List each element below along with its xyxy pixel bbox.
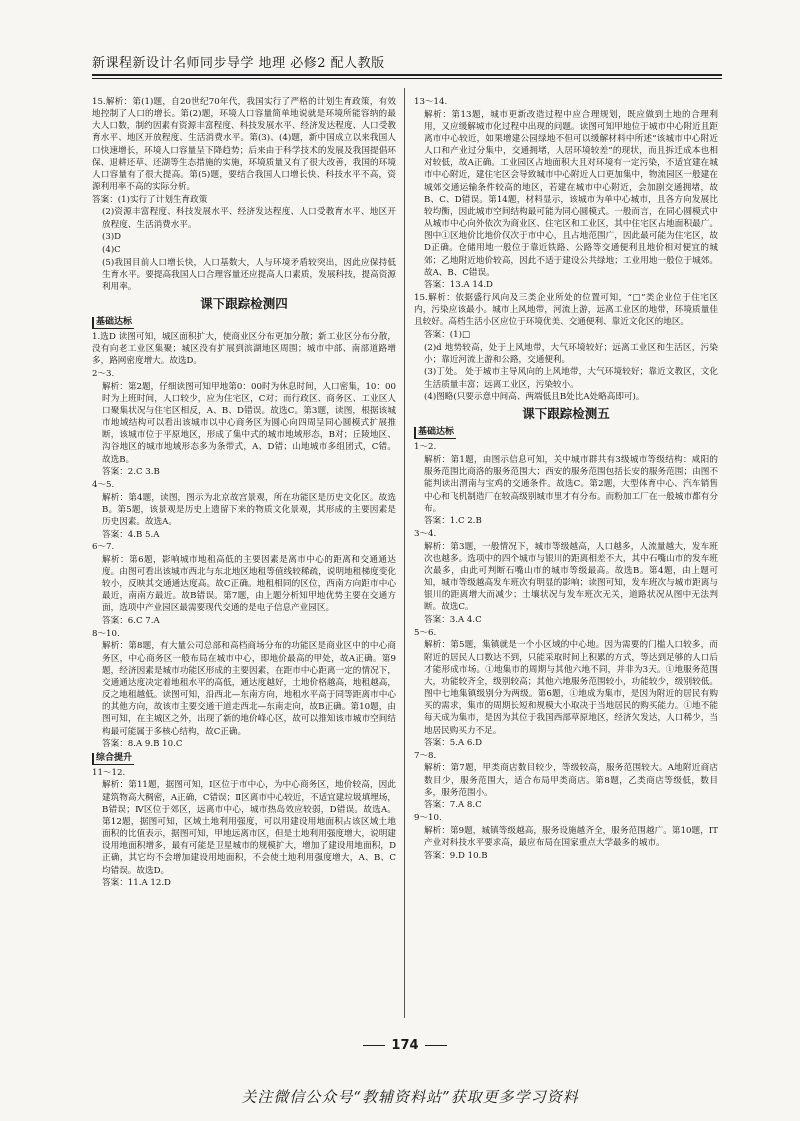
paragraph: 解析：第4题，读图，图示为北京故宫景观，所在功能区是历史文化区。故选B。第5题，该景观是历史上遗留下来的物质文化景观，其形成的主要因素是历史因素。故选A。 [102,492,396,527]
section-tag-wrap [92,751,396,767]
paragraph: 13～14. [414,97,448,107]
running-header: 新课程新设计名师同步导学 地理 必修2 配人教版 [92,56,385,71]
page-dash-right [425,1045,447,1046]
paragraph: 答案：3.A 4.C [424,615,482,626]
paragraph: 1.选D 读图可知，城区面积扩大，使商业区分布更加分散；新工业区分布分散，没有向老工业区集聚；城区没有扩展到滨湖地区周围；城市中部、南部道路增多，路网密度增大。故选D。 [92,332,396,367]
header-rule-thin [92,78,722,79]
footer-note: 关注微信公众号“教辅资料站”获取更多学习资料 [241,1088,579,1106]
section-tag-wrap [414,425,718,441]
paragraph: 解析：第2题，仔细读图可知甲地第0：00时为休息时间，人口密集，10：00时为上班时间，人口较少，应为住宅区，C对；而行政区、商务区、工业区人口聚集状况与住宅区相反，A、B、D错误。故选C。第3题，读图，根据该城市地域结构可以看出该城市以中心商务区为圆心向四周呈同心圆模式扩展推断，该城市位于平原地区，形成了集中式的城市地域形态，B对；丘陵地区、沟谷地区的城市地域形态多为条带式，A、D错；山地城市多组团式，C错。故选B。 [102,381,396,465]
section-tag-wrap [92,315,396,331]
section-title: 课下跟踪检测四 [200,296,288,311]
paragraph: 答案：1.C 2.B [424,516,482,527]
paragraph: 解析：第3题，一般情况下，城市等级越高，人口越多，人流量越大，发车班次也越多。选项中的四个城市与银川的距离相差不大，其中石嘴山市的发车班次最多，由此可判断石嘴山市的城市等级最高。故选B。第4题，由上题可知，城市等级越高发车班次有明显的影响；读图可知，发车班次与城市距离与银川的距离增大而减少；土壤状况与发车班次无关，道路状况从图中无法判断。故选C。 [424,541,718,613]
paragraph: 答案：11.A 12.D [102,878,171,889]
paragraph: (4)C [102,244,121,255]
paragraph: (3)D [102,232,122,243]
paragraph: (2)资源丰富程度、科技发展水平、经济发达程度、人口受教育水平、地区开放程度、生活消费水平。 [102,207,396,230]
paragraph: 答案：8.A 9.B 10.C [102,739,183,750]
paragraph: 4～5. [92,479,115,490]
paragraph: 解析：第5题，集镇就是一个小区域的中心地。因为需要的门槛人口较多，而附近的居民人口数达不到，只能采取时间上积累的方式，等达到足够的人口后才能形成市场。①地集市的周期与其他六地不同，并非为3天。①地服务范围大，功能较齐全，级别较高；其他六地服务范围较小，功能较少，级别较低。图中七地集镇级别分为两级。第6题，①地成为集市，是因为附近的居民有购买的需求，集市的周期长短和规模大小取决于当地居民的购买能力。①地不能每天成为集市，是因为其位于我国西部草原地区，经济欠发达，人口稀少，当地居民购买力不足。 [424,640,718,736]
paragraph: 解析：第11题，据图可知，Ⅰ区位于市中心，为中心商务区，地价较高，因此建筑物高大稠密，A正确，C错误；Ⅱ区离市中心较近，不适宜建垃圾填埋场，B错误；Ⅳ区位于郊区，远离市中心，城市热岛效应较弱，D错误。故选A。第12题，据图可知，区域土地利用强度，可以用建设用地面积占该区域土地面积的比值表示，据图可知，甲地远离市区，但是土地利用强度增大，说明建设用地面积增多，最有可能是卫星城市的规模扩大，增加了建设用地面积，D正确，其它均不会增加建设用地面积，不会使土地利用强度增大，A、B、C均错误。故选D。 [102,780,396,876]
paragraph: 答案：(1)实行了计划生育政策 [92,194,208,205]
section-tag: 基础达标 [92,317,134,329]
paragraph: 解析：第7题，甲类商店数目较少，等级较高，服务范围较大。A地附近商店数目少，服务范围大，适合布局甲类商店。第8题，乙类商店等级低，数目多，服务范围小。 [424,763,718,798]
paragraph: 答案：13.A 14.D [424,280,493,291]
paragraph: 1～2. [414,442,437,453]
page-dash-left [363,1045,385,1046]
header-rule [92,74,722,76]
page-number-text: 174 [391,1038,419,1053]
section-title: 课下跟踪检测五 [522,406,610,422]
paragraph: 9～10. [414,813,442,824]
paragraph: 答案：6.C 7.A [102,616,160,627]
paragraph: 答案：5.A 6.D [424,738,483,749]
paragraph: 答案：2.C 3.B [102,467,160,478]
paragraph: 11～12. [92,767,126,778]
column-divider [404,88,405,1018]
paragraph: 8～10. [92,628,120,639]
paragraph: 7～8. [414,750,437,761]
paragraph: 2～3. [92,368,115,379]
paragraph: 15.解析：依据盛行风向及三类企业所处的位置可知，“□”类企业位于住宅区内，污染应该最小。城市上风地带，河流上游，远离工业区的地带，环境质量佳且较好。高档生活小区应位于环境优美、交通便利、靠近文化区的地区。 [414,293,718,328]
paragraph: 3～4. [414,529,437,539]
paragraph: 解析：第9题，城镇等级越高，服务设施越齐全，服务范围越广。第10题，IT产业对科技水平要求高，最应布局在国家重点大学最多的城市。 [424,825,718,848]
paragraph: 解析：第8题，有大量公司总部和高档商场分布的功能区是商业区中的中心商务区，中心商务区一般布局在城市中心，即地价最高的甲处，故A正确。第9题，经济因素是城市功能区形成的主要因素，在距市中心距离一定的情况下，交通通达度决定着地租水平的高低，通达度越好，土地价格越高，地租越高，反之地租越低。读图可知，沿西北—东南方向，地租水平高于同等距离市中心的其他方向，故该市主要交通干道走西北—东南走向，故B正确。第10题，由图可知，在主城区之外，出现了新的地价峰心区，故可以推知该市城市空间结构最可能属于多核心结构，故C正确。 [102,641,396,737]
paragraph: 解析：第13题，城市更新改造过程中应合理规划，既应做到土地的合理利用，又应缓解城市化过程中出现的问题。读图可知甲地位于城市中心附近且距离市中心较近，如果增建公园绿地不但可以缓解材料中所述“该城市中心附近人口和产业过分集中，交通拥堵，人居环境较差”的现状，而且拆迁成本也相对较低，故A正确。工业园区占地面积大且对环境有一定污染，不适宜建在城市中心附近，建住宅区会导致城市中心附近人口更加集中，物流园区一般建在城郊交通运输条件较高的地区，若建在城市中心附近，会加剧交通拥堵，故B、C、D错误。第14题，材料显示，该城市为单中心城市，且各方向发展比较均衡，因此城市空间结构最可能为同心圆模式。一般而言，在同心圆模式中从城市中心向外依次为商业区、住宅区和工业区，其中住宅区占地面积最广。图中①区地价比地价仅次于市中心，且占地范围广，因此最可能为住宅区，故D正确。仓储用地一般位于靠近铁路、公路等交通便利且地价相对便宜的城郊；乙地附近地价较高，因此不适于建设公共绿地；工业用地一般位于城郊。故A、B、C错误。 [424,109,718,278]
paragraph: (2)d 地势较高，处于上风地带，大气环境较好；远离工业区和生活区，污染小；靠近河流上游和公路，交通便利。 [424,342,718,365]
paragraph: (4)图略(只要示意中间高、两端低且B处比A处略高即可)。 [424,392,645,403]
paragraph: 答案：9.D 10.B [424,850,488,861]
paragraph: 答案：7.A 8.C [424,800,482,811]
paragraph: 解析：第6题，影响城市地租高低的主要因素是离市中心的距离和交通通达度。由图可看出该城市西北与东北地区地租等值线较稀疏，说明地租梯度变化较小，反映其交通通达度高。故C正确。地租相同的区位，西南方向距市中心最近，南南方最近。故B错误。第7题，由上题分析知甲地优势主要在交通方面，选项中产业园区最需要现代交通的是电子信息产业园区。 [102,554,396,614]
left-column [92,96,396,890]
paragraph: 解析：第1题，由图示信息可知，关中城市群共有3级城市等级结构：咸阳的服务范围比商洛的服务范围大；西安的服务范围包括长安的服务范围；由图不能判读出渭南与宝鸡的交通条件。故选C。第2题，大型体育中心、汽车销售中心和飞机制造厂在较高级别城市里才有分布。而粉加工厂在一般城市都有分布。 [424,455,718,514]
paragraph: 答案：4.B 5.A [102,529,160,540]
section-tag: 基础达标 [414,427,456,439]
paragraph: (3)丁处。 处于城市主导风向的上风地带，大气环境较好；靠近文教区，文化生活质量丰富；远离工业区，污染较小。 [424,367,718,390]
paragraph: 6～7. [92,542,115,553]
page-number [340,1038,470,1053]
right-column [414,96,718,862]
section-tag: 综合提升 [92,753,134,765]
paragraph: 15.解析：第(1)题，自20世纪70年代，我国实行了严格的计划生育政策，有效地控制了人口的增长。第(2)题，环境人口容量简单地说就是环境所能容纳的最大人口数，制约因素有资源丰富程度、科技发展水平、经济发达程度、人口受教育水平、地区开放程度、生活消费水平。第(3)、(4)题，新中国成立以来我国人口快速增长，环境人口容量呈下降趋势；后来由于科学技术的发展及我国提倡环保、退耕还草、还湖等生态措施的实施，环境质量又有了很大改善，我国的环境人口容量有了很大提高。第(5)题，要结合我国人口增长快、科技水平不高，资源利用率不高的实际分析。 [92,97,396,193]
paragraph: 答案：(1)□ [424,329,471,340]
paragraph: 5～6. [414,627,437,638]
paragraph: (5)我国目前人口增长快，人口基数大，人与环境矛盾较突出，因此应保持低生育水平。要提高我国人口合理容量还应提高人口素质，发展科技，提高资源利用率。 [102,257,396,292]
